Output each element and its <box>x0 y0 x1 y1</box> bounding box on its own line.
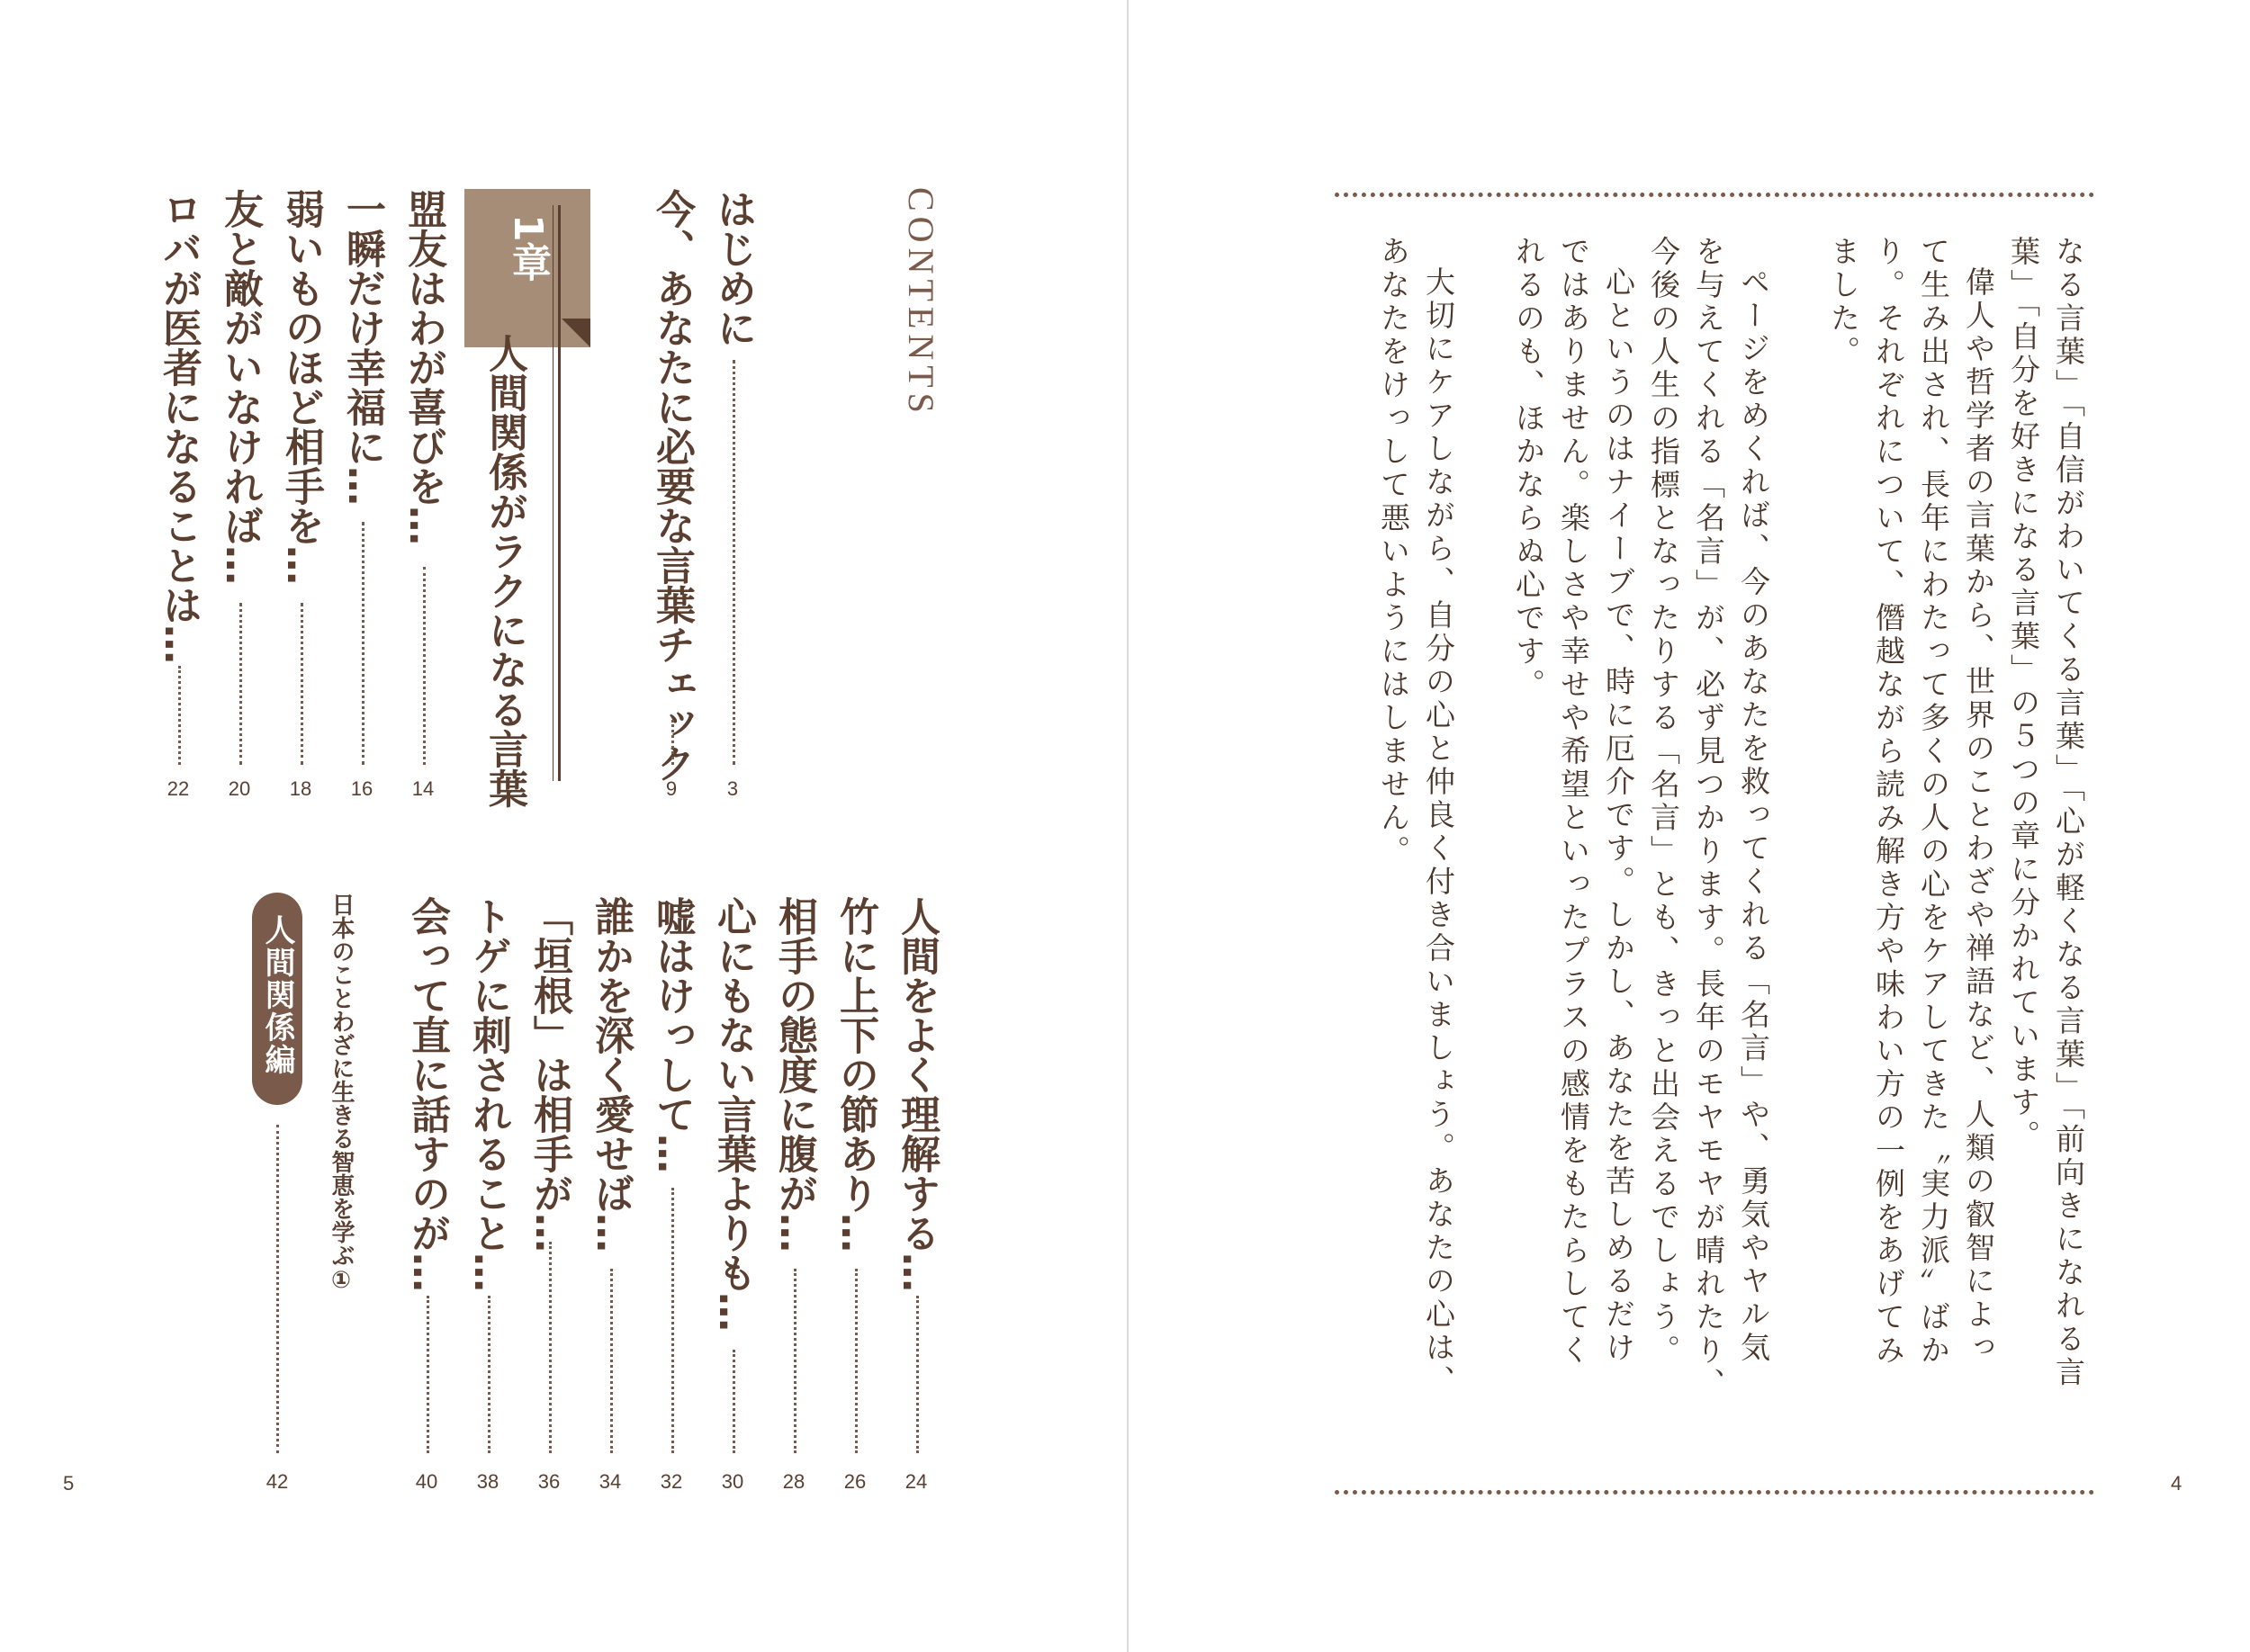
toc-entry-page: 18 <box>289 777 312 800</box>
section-subtitle: 日本のことわざに生きる智恵を学ぶ① <box>328 893 355 1294</box>
chapter-rule <box>558 205 561 781</box>
toc-entry-page: 16 <box>350 777 374 800</box>
toc-leader <box>610 1269 613 1453</box>
toc-entry-title: はじめに <box>710 189 756 347</box>
toc-entry-page: 42 <box>266 1470 289 1493</box>
page-number: 5 <box>63 1472 75 1495</box>
body-line: を与えてくれる「名言」が、必ず見つかります。長年のモヤモヤが晴れたり、 <box>1691 236 1726 1401</box>
toc-leader <box>733 360 735 765</box>
body-line: 心というのはナイーブで、時に厄介です。しかし、あなたを苦しめるだけ <box>1601 266 1636 1365</box>
body-line: 偉人や哲学者の言葉から、世界のことわざや禅語など、人類の叡智によっ <box>1961 266 1996 1365</box>
toc-entry-page: 36 <box>537 1470 561 1493</box>
toc-leader <box>794 1269 796 1453</box>
page-number: 4 <box>2171 1472 2182 1495</box>
toc-entry-title: トゲに刺されること… <box>465 896 511 1292</box>
body-line: り。それぞれについて、僭越ながら読み解き方や味わい方の一例をあげてみ <box>1871 236 1906 1368</box>
toc-entry-title: 会って直に話すのが… <box>404 896 450 1292</box>
toc-entry-page: 22 <box>166 777 190 800</box>
body-line: 葉」「自分を好きになる言葉」の５つの章に分かれています。 <box>2006 236 2041 1154</box>
toc-leader <box>733 1350 735 1453</box>
body-line: なる言葉」「自信がわいてくる言葉」「心が軽くなる言葉」「前向きになれる言 <box>2051 236 2086 1390</box>
dotted-rule-top <box>1335 193 2094 197</box>
toc-entry-title: 相手の態度に腹が… <box>771 896 817 1252</box>
toc-leader <box>671 720 674 765</box>
body-line: れるのも、ほかならぬ心です。 <box>1511 236 1546 702</box>
body-line: ました。 <box>1826 236 1861 369</box>
toc-entry-title: 心にもない言葉よりも… <box>710 896 756 1332</box>
contents-heading: CONTENTS <box>901 187 941 418</box>
toc-leader <box>427 1296 429 1453</box>
toc-entry-title: 嘘はけっして… <box>649 896 695 1173</box>
toc-entry-title: 一瞬だけ幸福に… <box>339 189 385 506</box>
toc-entry-title: 「垣根」は相手が… <box>526 896 572 1252</box>
section-pill-label: 人間関係編 <box>259 914 295 1076</box>
toc-leader <box>301 603 303 765</box>
toc-leader <box>362 522 364 765</box>
toc-entry-page: 3 <box>726 777 739 800</box>
toc-entry-page: 34 <box>598 1470 622 1493</box>
toc-entry-page: 14 <box>411 777 435 800</box>
toc-entry-title: 今、あなたに必要な言葉チェック <box>649 189 695 783</box>
toc-entry-page: 20 <box>228 777 251 800</box>
toc-entry-page: 30 <box>721 1470 744 1493</box>
body-line: あなたをけっして悪いようにはしません。 <box>1376 236 1411 868</box>
toc-entry-page: 24 <box>904 1470 928 1493</box>
toc-entry-page: 40 <box>415 1470 438 1493</box>
body-line: て生み出され、長年にわたって多くの人の心をケアしてきた〝実力派〟ばか <box>1916 236 1951 1368</box>
toc-entry-title: 人間をよく理解する… <box>894 896 940 1292</box>
chapter-rule-thin <box>553 205 554 781</box>
body-line: ではありません。楽しさや幸せや希望といったプラスの感情をもたらしてく <box>1556 236 1591 1368</box>
section-pill <box>252 893 302 1105</box>
toc-entry-page: 32 <box>660 1470 683 1493</box>
toc-leader <box>276 1125 279 1453</box>
toc-leader <box>423 567 426 765</box>
chapter-title: 人間関係がラクになる言葉 <box>482 333 527 808</box>
toc-entry-title: 友と敵がいなければ… <box>217 189 263 585</box>
toc-entry-page: 28 <box>782 1470 806 1493</box>
chapter-number-label: 1章 <box>505 214 551 282</box>
toc-leader <box>178 666 181 765</box>
toc-leader <box>549 1242 552 1453</box>
toc-entry-title: ロバが医者になることは… <box>156 189 202 664</box>
toc-leader <box>488 1296 490 1453</box>
body-line: 大切にケアしながら、自分の心と仲良く付き合いましょう。あなたの心は、 <box>1421 266 1456 1398</box>
toc-leader <box>671 1188 674 1453</box>
chapter-flag <box>562 319 590 347</box>
dotted-rule-bottom <box>1335 1490 2094 1495</box>
toc-entry-title: 弱いものほど相手を… <box>278 189 324 585</box>
toc-entry-title: 竹に上下の節あり… <box>832 896 878 1252</box>
toc-entry-page: 26 <box>843 1470 867 1493</box>
toc-entry-title: 誰かを深く愛せば… <box>588 896 634 1252</box>
toc-entry-page: 9 <box>665 777 678 800</box>
body-line: ページをめくれば、今のあなたを救ってくれる「名言」や、勇気やヤル気 <box>1736 266 1771 1365</box>
toc-leader <box>239 603 242 765</box>
body-line: 今後の人生の指標となったりする「名言」とも、きっと出会えるでしょう。 <box>1646 236 1681 1368</box>
toc-leader <box>916 1296 919 1453</box>
toc-entry-page: 38 <box>476 1470 500 1493</box>
toc-entry-title: 盟友はわが喜びを… <box>400 189 446 545</box>
toc-leader <box>855 1269 858 1453</box>
